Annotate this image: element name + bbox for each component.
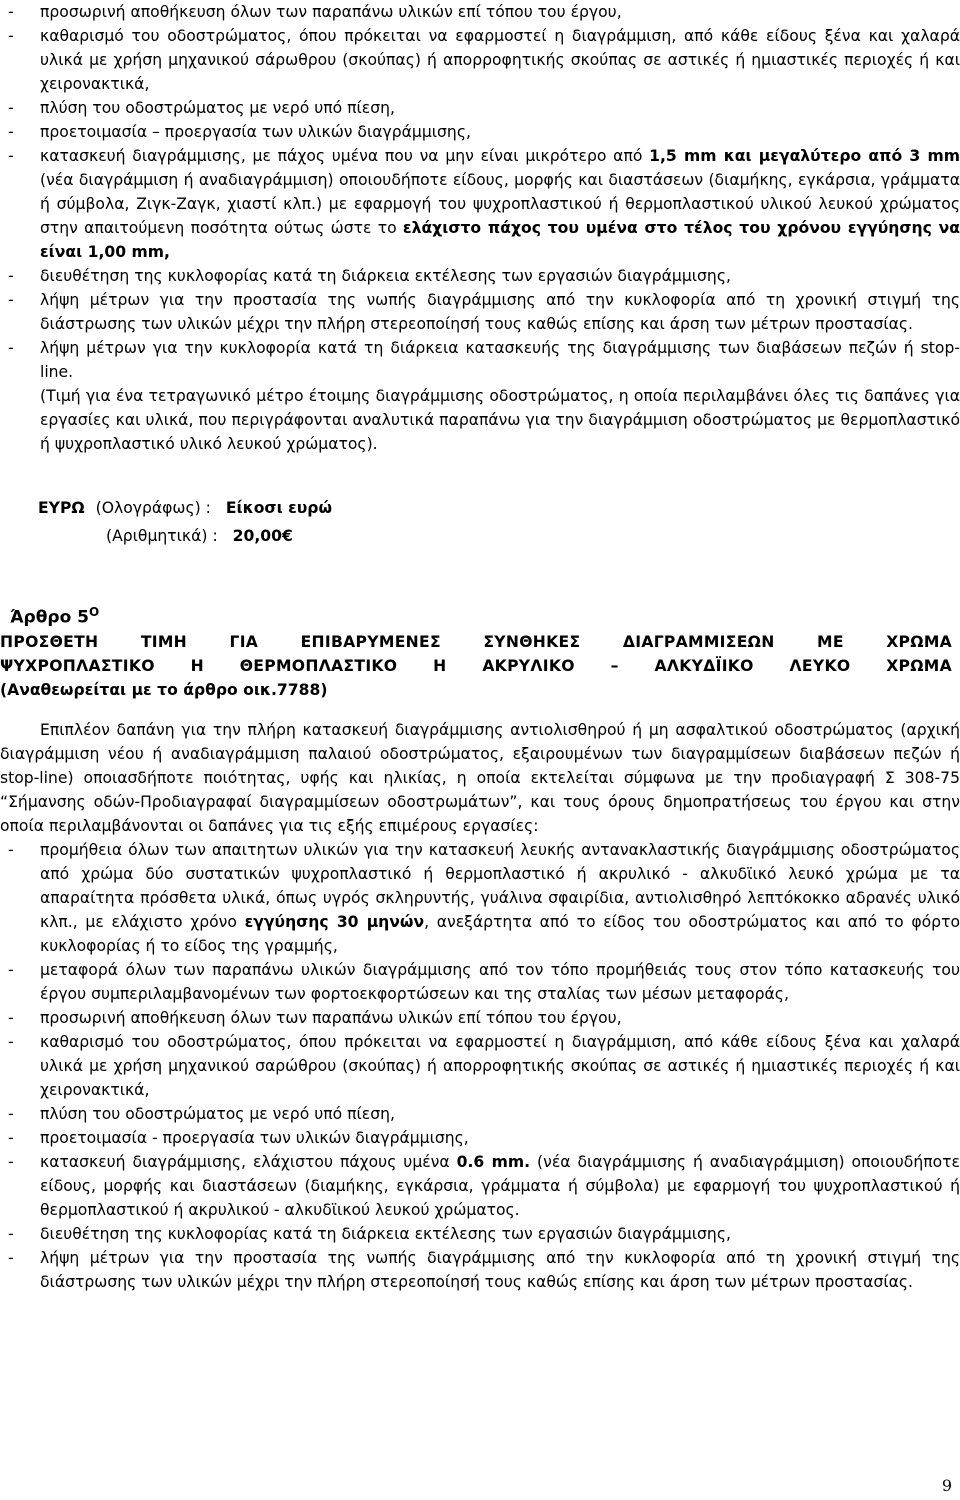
price-words-row xyxy=(38,496,638,520)
article-body xyxy=(0,718,960,1294)
article-heading-line1: ΠΡΟΣΘΕΤΗ ΤΙΜΗ ΓΙΑ ΕΠΙΒΑΡΥΜΕΝΕΣ ΣΥΝΘΗΚΕΣ ΔΙΑΓΡΑΜΜΙΣΕΩΝ ΜΕ ΧΡΩΜΑ xyxy=(0,632,952,651)
page-number: 9 xyxy=(941,1476,952,1495)
price-block xyxy=(38,496,638,548)
article-heading-line2: ΨΥΧΡΟΠΛΑΣΤΙΚΟ Η ΘΕΡΜΟΠΛΑΣΤΙΚΟ Η ΑΚΡΥΛΙΚΟ – ΑΛΚΥΔΪΙΚΟ ΛΕΥΚΟ ΧΡΩΜΑ xyxy=(0,656,952,675)
list-item: - καθαρισμό του οδοστρώματος, όπου πρόκειται να εφαρμοστεί η διαγράμμιση, από κάθε είδους ξένα και χαλαρά υλικά με χρήση μηχανικού σαρώθρου (σκούπας) ή απορροφητικής σκούπας σε αστικές ή ημιαστικές περιοχές ή και χειρονακτικά, xyxy=(8,1033,960,1099)
list-item: - πλύση του οδοστρώματος με νερό υπό πίεση, xyxy=(8,1105,395,1123)
euro-icon: € xyxy=(282,527,293,545)
price-digits-value: 20,00 xyxy=(232,527,282,545)
price-digits-row xyxy=(38,524,638,548)
list-item: - προσωρινή αποθήκευση όλων των παραπάνω υλικών επί τόπου του έργου, xyxy=(8,3,622,21)
list-item: - λήψη μέτρων για την προστασία της νωπής διαγράμμισης από την κυκλοφορία από τη χρονική στιγμή της διάστρωσης των υλικών μέχρι την πλήρη στερεοποίησή τους καθώς επίσης και άρση των μέτρων προστασίας. xyxy=(8,291,960,333)
price-digits-label: (Αριθμητικά) : xyxy=(106,527,218,545)
list-item: - προετοιμασία – προεργασία των υλικών διαγράμμισης, xyxy=(8,123,471,141)
article-intro: Επιπλέον δαπάνη για την πλήρη κατασκευή διαγράμμισης αντιολισθηρού ή μη ασφαλτικού οδοστρώματος (αρχική διαγράμμιση νέου ή αναδιαγράμμιση παλαιού οδοστρώματος, εξαιρουμένων των διαγραμμίσεων διαβάσεων πεζών ή stop-line) οποιασδήποτε ποιότητας, υφής και ηλικίας, η οποία εκτελείται σύμφωνα με την προδιαγραφή Σ 308-75 “Σήμανσης οδών-Προδιαγραφαί διαγραμμίσεων οδοστρωμάτων”, και τους όρους δημοπρατήσεως του έργου και στην οποία περιλαμβάνονται οι δαπάνες για τις εξής επιμέρους εργασίες: xyxy=(0,721,960,835)
price-words-label: (Ολογράφως) : xyxy=(95,499,211,517)
price-note: (Τιμή για ένα τετραγωνικό μέτρο έτοιμης διαγράμμισης οδοστρώματος, η οποία περιλαμβάνει όλες τις δαπάνες για εργασίες και υλικά, που περιγράφονται αναλυτικά παραπάνω για την διαγράμμιση οδοστρώματος με θερμοπλαστικό ή ψυχροπλαστικό υλικό λευκού χρώματος). xyxy=(40,387,960,453)
block1 xyxy=(0,0,960,456)
list-item: - προσωρινή αποθήκευση όλων των παραπάνω υλικών επί τόπου του έργου, xyxy=(8,1009,622,1027)
list-item: - καθαρισμό του οδοστρώματος, όπου πρόκειται να εφαρμοστεί η διαγράμμιση, από κάθε είδους ξένα και χαλαρά υλικά με χρήση μηχανικού σάρωθρου (σκούπας) ή απορροφητικής σκούπας σε αστικές ή ημιαστικές περιοχές ή και χειρονακτικά, xyxy=(8,27,960,93)
list-item: - λήψη μέτρων για την προστασία της νωπής διαγράμμισης από την κυκλοφορία από τη χρονική στιγμή της διάστρωσης των υλικών μέχρι την πλήρη στερεοποίησή τους καθώς επίσης και άρση των μέτρων προστασίας. xyxy=(8,1249,960,1291)
list-item: - πλύση του οδοστρώματος με νερό υπό πίεση, xyxy=(8,99,395,117)
list-item: - διευθέτηση της κυκλοφορίας κατά τη διάρκεια εκτέλεσης των εργασιών διαγράμμισης, xyxy=(8,267,731,285)
list-item: - διευθέτηση της κυκλοφορίας κατά τη διάρκεια εκτέλεσης των εργασιών διαγράμμισης, xyxy=(8,1225,731,1243)
article-title: Άρθρο $5^O$ xyxy=(10,605,100,628)
article-heading-line3: (Αναθεωρείται με το άρθρο οικ.7788) xyxy=(0,680,328,699)
list-item: - λήψη μέτρων για την κυκλοφορία κατά τη διάρκεια κατασκευής της διαγράμμισης των διαβάσεων πεζών ή stop-line. xyxy=(8,339,960,381)
list-item: - κατασκευή διαγράμμισης, με πάχος υμένα που να μην είναι μικρότερο από 1,5 mm και μεγαλύτερο από 3 mm (νέα διαγράμμιση ή αναδιαγράμμιση) οποιουδήποτε είδους, μορφής και διαστάσεων (διαμήκης, εγκάρσια, γράμματα ή σύμβολα, Ζιγκ-Ζαγκ, χιαστί κλπ.) με εφαρμογή του ψυχροπλαστικού ή θερμοπλαστικού υλικού λευκού χρώματος στην απαιτούμενη ποσότητα ούτως ώστε το ελάχιστο πάχος του υμένα στο τέλος του χρόνου εγγύησης να είναι 1,00 mm, xyxy=(8,147,960,261)
list-item: - προμήθεια όλων των απαιτητων υλικών για την κατασκευή λευκής αντανακλαστικής διαγράμμισης οδοστρώματος από χρώμα δύο συστατικών ψυχροπλαστικό ή θερμοπλαστικό ή ακρυλικό - αλκυδϊικό λευκό χρώμα με τα απαραίτητα πρόσθετα υλικά, όπως υγρός σκληρυντής, γυάλινα σφαιρίδια, αντιολισθηρό λεπτόκοκκο αδρανές υλικό κλπ., με ελάχιστο χρόνο εγγύησης 30 μηνών, ανεξάρτητα από το είδος του οδοστρώματος και από το φόρτο κυκλοφορίας ή το είδος της γραμμής, xyxy=(8,841,960,955)
list-item: - προετοιμασία - προεργασία των υλικών διαγράμμισης, xyxy=(8,1129,469,1147)
currency-label: ΕΥΡΩ xyxy=(38,499,85,517)
price-words-value: Είκοσι ευρώ xyxy=(225,499,333,517)
list-item: - μεταφορά όλων των παραπάνω υλικών διαγράμμισης από τον τόπο προμήθειάς τους στον τόπο κατασκευής του έργου συμπεριλαμβανομένων των φορτοεκφορτώσεων και της σταλίας των μέσων μεταφοράς, xyxy=(8,961,960,1003)
list-item: - κατασκευή διαγράμμισης, ελάχιστου πάχους υμένα 0.6 mm. (νέα διαγράμμισης ή αναδιαγράμμιση) οποιουδήποτε είδους, μορφής και διαστάσεων (διαμήκης, εγκάρσια, γράμματα ή σύμβολα) με εφαρμογή του ψυχροπλαστικού ή θερμοπλαστικού ή ακρυλικού - αλκυδϊικού λευκού χρώματος. xyxy=(8,1153,960,1219)
article-header xyxy=(0,600,952,702)
